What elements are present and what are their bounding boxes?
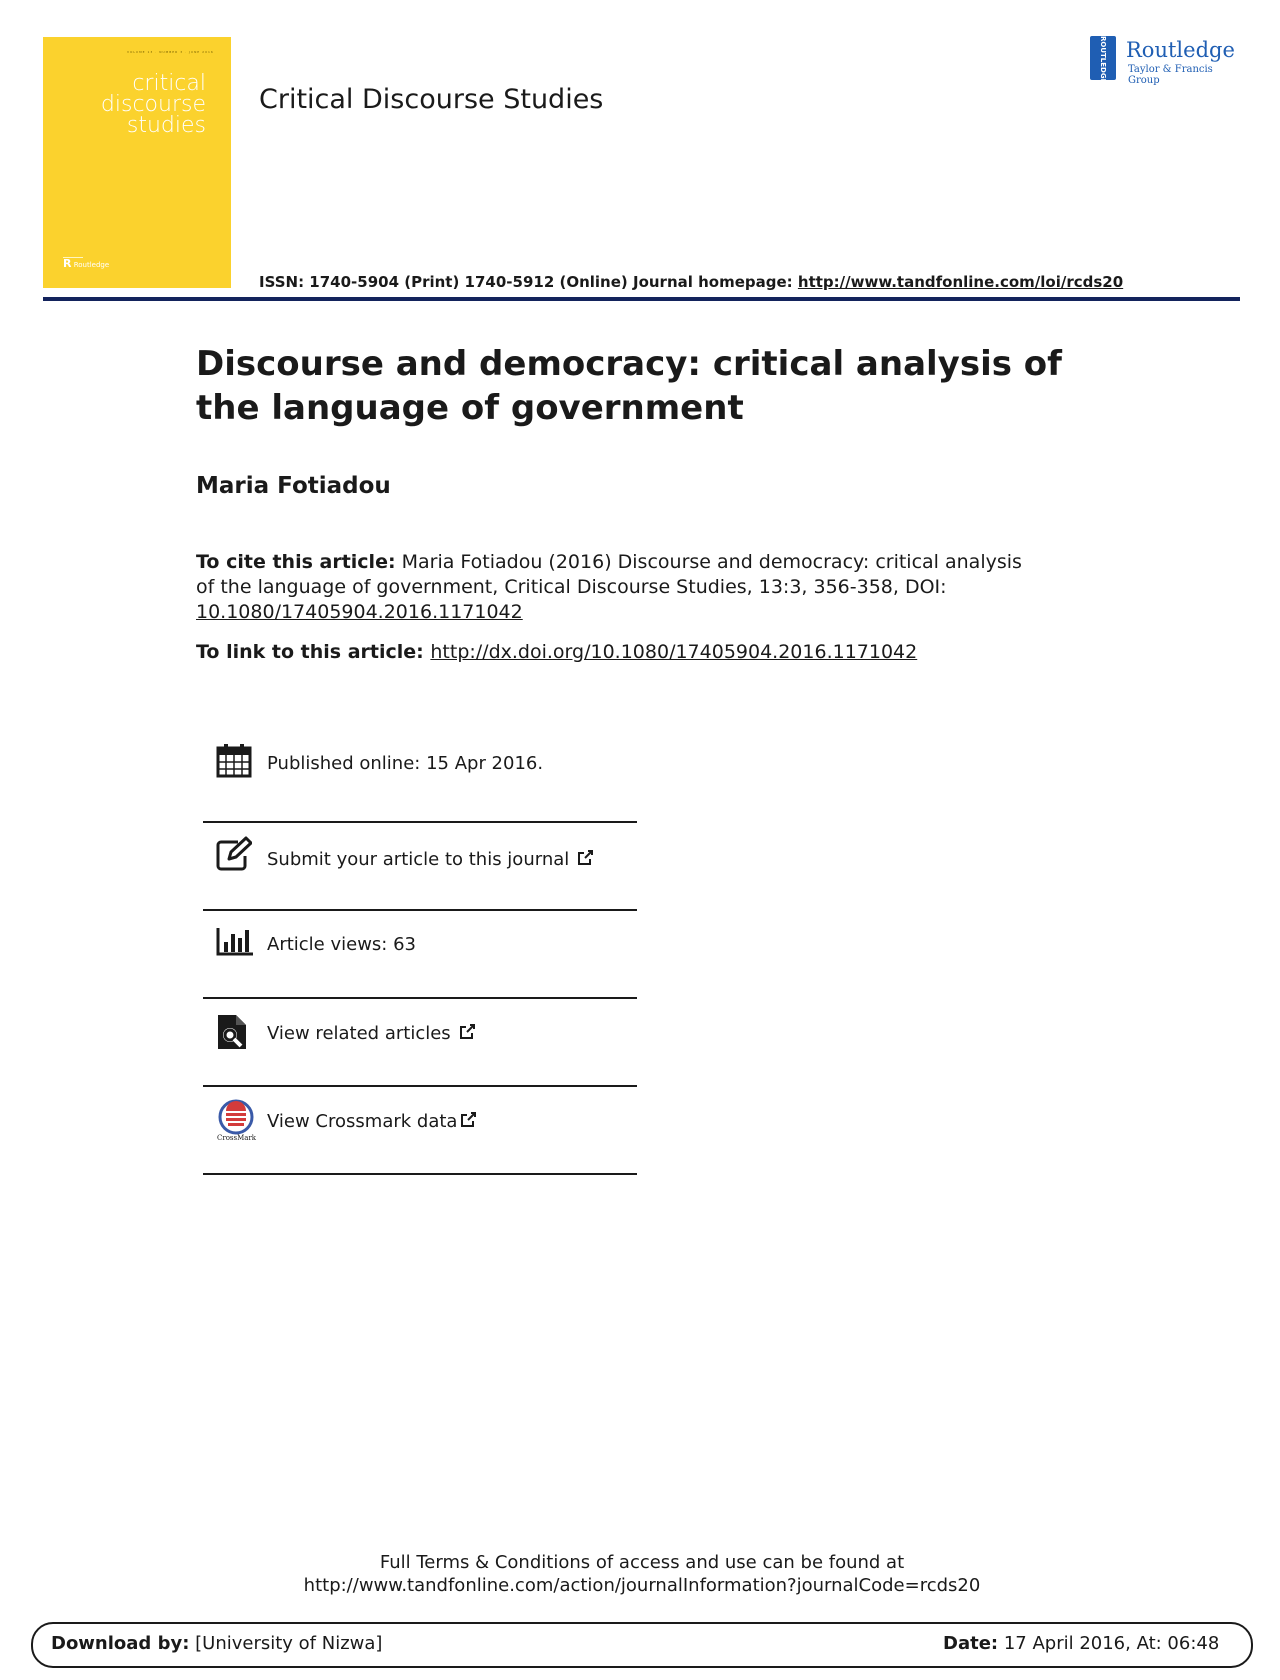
terms-url[interactable]: http://www.tandfonline.com/action/journalInformation?journalCode=rcds20 <box>303 1575 981 1596</box>
article-author: Maria Fotiadou <box>196 473 391 499</box>
published-text: Published online: 15 Apr 2016. <box>267 753 544 774</box>
cover-publisher-logo: R Routledge <box>63 257 110 270</box>
external-link-icon <box>577 849 594 871</box>
edit-icon <box>216 836 252 872</box>
submit-text: Submit your article to this journal <box>267 849 570 870</box>
cover-meta: VOLUME 13 · NUMBER 3 · JUNE 2016 <box>127 50 214 54</box>
cover-title-line: studies <box>126 113 206 138</box>
external-link-icon <box>460 1111 477 1133</box>
article-link-line <box>196 641 917 663</box>
calendar-icon <box>216 742 252 778</box>
download-value: [University of Nizwa] <box>189 1633 383 1654</box>
routledge-mark-icon <box>1090 36 1116 84</box>
download-info-bar <box>31 1622 1253 1668</box>
terms-line: Full Terms & Conditions of access and use can be found at <box>379 1552 905 1573</box>
download-date <box>943 1633 1219 1654</box>
related-text: View related articles <box>267 1023 451 1044</box>
journal-name: Critical Discourse Studies <box>259 84 604 115</box>
article-url-link[interactable]: http://dx.doi.org/10.1080/17405904.2016.1171042 <box>430 641 918 663</box>
document-search-icon <box>216 1013 252 1049</box>
article-title: Discourse and democracy: critical analysis of the language of government <box>196 344 1062 428</box>
submit-article-link[interactable] <box>267 849 594 871</box>
info-related[interactable] <box>203 999 637 1087</box>
publisher-mark-text: ROUTLEDGE <box>1099 36 1107 84</box>
cover-title-line: discourse <box>100 92 206 117</box>
date-value: 17 April 2016, At: 06:48 <box>998 1633 1220 1654</box>
info-views <box>203 911 637 999</box>
terms-notice <box>0 1551 1280 1597</box>
publisher-subtitle: Taylor & Francis Group <box>1128 64 1213 86</box>
related-articles-link[interactable] <box>267 1023 476 1045</box>
crossmark-icon <box>216 1099 256 1143</box>
journal-homepage-link[interactable]: http://www.tandfonline.com/loi/rcds20 <box>797 273 1124 291</box>
info-submit[interactable] <box>203 823 637 911</box>
download-label: Download by: <box>51 1633 190 1654</box>
crossmark-text: View Crossmark data <box>267 1111 458 1132</box>
issn-text: ISSN: 1740-5904 (Print) 1740-5912 (Online) Journal homepage: <box>259 273 798 291</box>
cite-text: Maria Fotiadou (2016) Discourse and democracy: critical analysis of the language of government, Critical Discourse Studies, 13:3, 356-358, DOI: <box>196 551 1022 598</box>
journal-cover-image <box>43 37 231 288</box>
article-info-list <box>203 735 637 1175</box>
bar-chart-icon <box>216 926 252 962</box>
cover-logo-text: Routledge <box>73 261 110 269</box>
views-text: Article views: 63 <box>267 934 416 955</box>
citation-block <box>196 550 1026 625</box>
link-label: To link to this article: <box>196 641 431 663</box>
doi-link[interactable]: 10.1080/17405904.2016.1171042 <box>196 601 523 623</box>
cite-label: To cite this article: <box>196 551 396 573</box>
publisher-name: Routledge <box>1126 38 1235 62</box>
info-published <box>203 735 637 823</box>
issn-line <box>259 273 1123 291</box>
crossmark-link[interactable] <box>267 1111 477 1133</box>
cover-title <box>101 73 206 136</box>
header-divider <box>43 297 1240 301</box>
download-by <box>51 1633 382 1654</box>
cover-title-line: critical <box>132 71 206 96</box>
publisher-logo <box>1090 36 1240 86</box>
info-crossmark[interactable] <box>203 1087 637 1175</box>
external-link-icon <box>459 1023 476 1045</box>
date-label: Date: <box>943 1633 999 1654</box>
crossmark-caption: CrossMark <box>217 1134 257 1142</box>
